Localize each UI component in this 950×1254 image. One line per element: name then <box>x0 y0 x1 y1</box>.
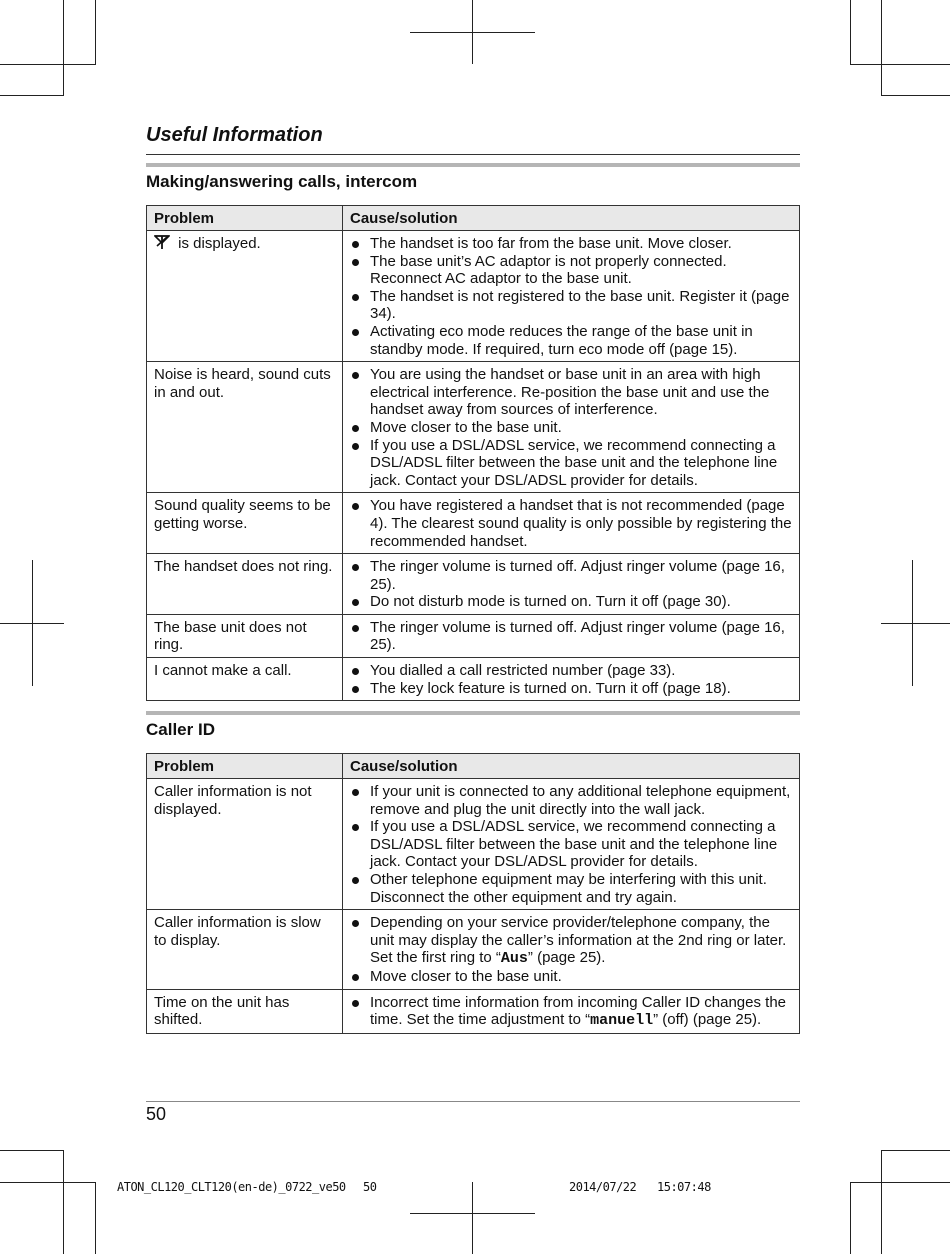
solution-cell <box>343 614 800 657</box>
print-footer-page: 50 <box>363 1180 377 1194</box>
troubleshooting-table-caller-id <box>146 753 800 1034</box>
solution-cell <box>343 493 800 554</box>
problem-text: Sound quality seems to be getting worse. <box>154 497 331 532</box>
solution-item: Move closer to the base unit. <box>349 419 792 437</box>
column-header-problem: Problem <box>147 206 343 231</box>
solution-item: The handset is too far from the base unit. Move closer. <box>349 235 792 253</box>
problem-text: The handset does not ring. <box>154 558 333 576</box>
solution-list <box>349 914 792 985</box>
solution-item: You are using the handset or base unit in an area with high electrical interference. Re-position the base unit and use the handset away from sources of interference. <box>349 366 792 419</box>
problem-cell <box>147 614 343 657</box>
solution-list <box>349 619 792 654</box>
solution-cell <box>343 362 800 493</box>
problem-cell <box>147 493 343 554</box>
column-header-cause-solution: Cause/solution <box>343 206 800 231</box>
solution-item: Other telephone equipment may be interfering with this unit. Disconnect the other equipment and try again. <box>349 871 792 906</box>
solution-item: Move closer to the base unit. <box>349 968 792 986</box>
display-setting-value: manuell <box>590 1012 654 1030</box>
problem-cell <box>147 554 343 615</box>
print-footer-time: 15:07:48 <box>657 1180 711 1194</box>
table-row <box>147 554 800 615</box>
solution-cell <box>343 658 800 701</box>
footer-rule <box>146 1101 800 1102</box>
solution-cell <box>343 779 800 910</box>
problem-cell <box>147 658 343 701</box>
display-setting-value: Aus <box>500 950 528 968</box>
solution-list <box>349 235 792 358</box>
solution-item: If you use a DSL/ADSL service, we recommend connecting a DSL/ADSL filter between the base unit and the telephone line jack. Contact your DSL/ADSL provider for details. <box>349 818 792 871</box>
solution-item: The key lock feature is turned on. Turn it off (page 18). <box>349 680 792 698</box>
solution-item: You have registered a handset that is not recommended (page 4). The clearest sound quality is only possible by registering the recommended handset. <box>349 497 792 550</box>
solution-cell <box>343 910 800 989</box>
problem-cell <box>147 362 343 493</box>
solution-item <box>349 914 792 968</box>
problem-text: Caller information is slow to display. <box>154 914 321 949</box>
solution-item <box>349 994 792 1030</box>
solution-text: Depending on your service provider/telephone company, the unit may display the caller’s information at the 2nd ring or later. Set the first ring to “ <box>370 914 787 967</box>
solution-list <box>349 497 792 550</box>
problem-text: Time on the unit has shifted. <box>154 993 290 1029</box>
problem-cell <box>147 910 343 989</box>
solution-item: The ringer volume is turned off. Adjust ringer volume (page 16, 25). <box>349 619 792 654</box>
table-row <box>147 493 800 554</box>
solution-item: The ringer volume is turned off. Adjust ringer volume (page 16, 25). <box>349 558 792 593</box>
solution-list <box>349 994 792 1030</box>
problem-cell <box>147 779 343 910</box>
table-row <box>147 362 800 493</box>
section-title-calls: Making/answering calls, intercom <box>146 172 418 191</box>
solution-item: Activating eco mode reduces the range of the base unit in standby mode. If required, turn eco mode off (page 15). <box>349 323 792 358</box>
problem-text: is displayed. <box>174 235 261 252</box>
solution-text: Incorrect time information from incoming Caller ID changes the time. Set the time adjustment to “ <box>370 993 787 1029</box>
problem-text: Noise is heard, sound cuts in and out. <box>154 366 331 401</box>
header-rule <box>146 154 800 155</box>
section-title-caller-id: Caller ID <box>146 720 215 739</box>
solution-cell <box>343 554 800 615</box>
problem-text: Caller information is not displayed. <box>154 783 312 818</box>
problem-cell <box>147 989 343 1033</box>
table-row <box>147 614 800 657</box>
solution-item: If your unit is connected to any additional telephone equipment, remove and plug the unit directly into the wall jack. <box>349 783 792 818</box>
solution-text: ” (off) (page 25). <box>653 1011 762 1029</box>
column-header-cause-solution: Cause/solution <box>343 754 800 779</box>
solution-item: Do not disturb mode is turned on. Turn it off (page 30). <box>349 593 792 611</box>
page-header-title: Useful Information <box>146 124 323 146</box>
print-footer-date: 2014/07/22 <box>569 1180 637 1194</box>
table-row <box>147 658 800 701</box>
column-header-problem: Problem <box>147 754 343 779</box>
problem-cell <box>147 231 343 362</box>
solution-list <box>349 366 792 489</box>
solution-list <box>349 558 792 611</box>
table-row <box>147 231 800 362</box>
no-signal-antenna-icon <box>154 235 170 255</box>
solution-text: ” (page 25). <box>527 949 606 967</box>
page-number: 50 <box>146 1104 167 1124</box>
troubleshooting-table-calls <box>146 205 800 701</box>
solution-cell <box>343 989 800 1033</box>
solution-cell <box>343 231 800 362</box>
solution-item: The base unit’s AC adaptor is not properly connected. Reconnect AC adaptor to the base unit. <box>349 253 792 288</box>
table-row <box>147 910 800 989</box>
problem-text: I cannot make a call. <box>154 662 292 680</box>
solution-list <box>349 662 792 697</box>
section-divider <box>146 711 800 715</box>
solution-item: The handset is not registered to the base unit. Register it (page 34). <box>349 288 792 323</box>
problem-text: The base unit does not ring. <box>154 618 307 654</box>
print-footer-file: ATON_CL120_CLT120(en-de)_0722_ve50 <box>117 1180 346 1194</box>
section-divider <box>146 163 800 167</box>
table-row <box>147 989 800 1033</box>
solution-list <box>349 783 792 906</box>
solution-item: You dialled a call restricted number (page 33). <box>349 662 792 680</box>
solution-item: If you use a DSL/ADSL service, we recommend connecting a DSL/ADSL filter between the base unit and the telephone line jack. Contact your DSL/ADSL provider for details. <box>349 437 792 490</box>
table-row <box>147 779 800 910</box>
